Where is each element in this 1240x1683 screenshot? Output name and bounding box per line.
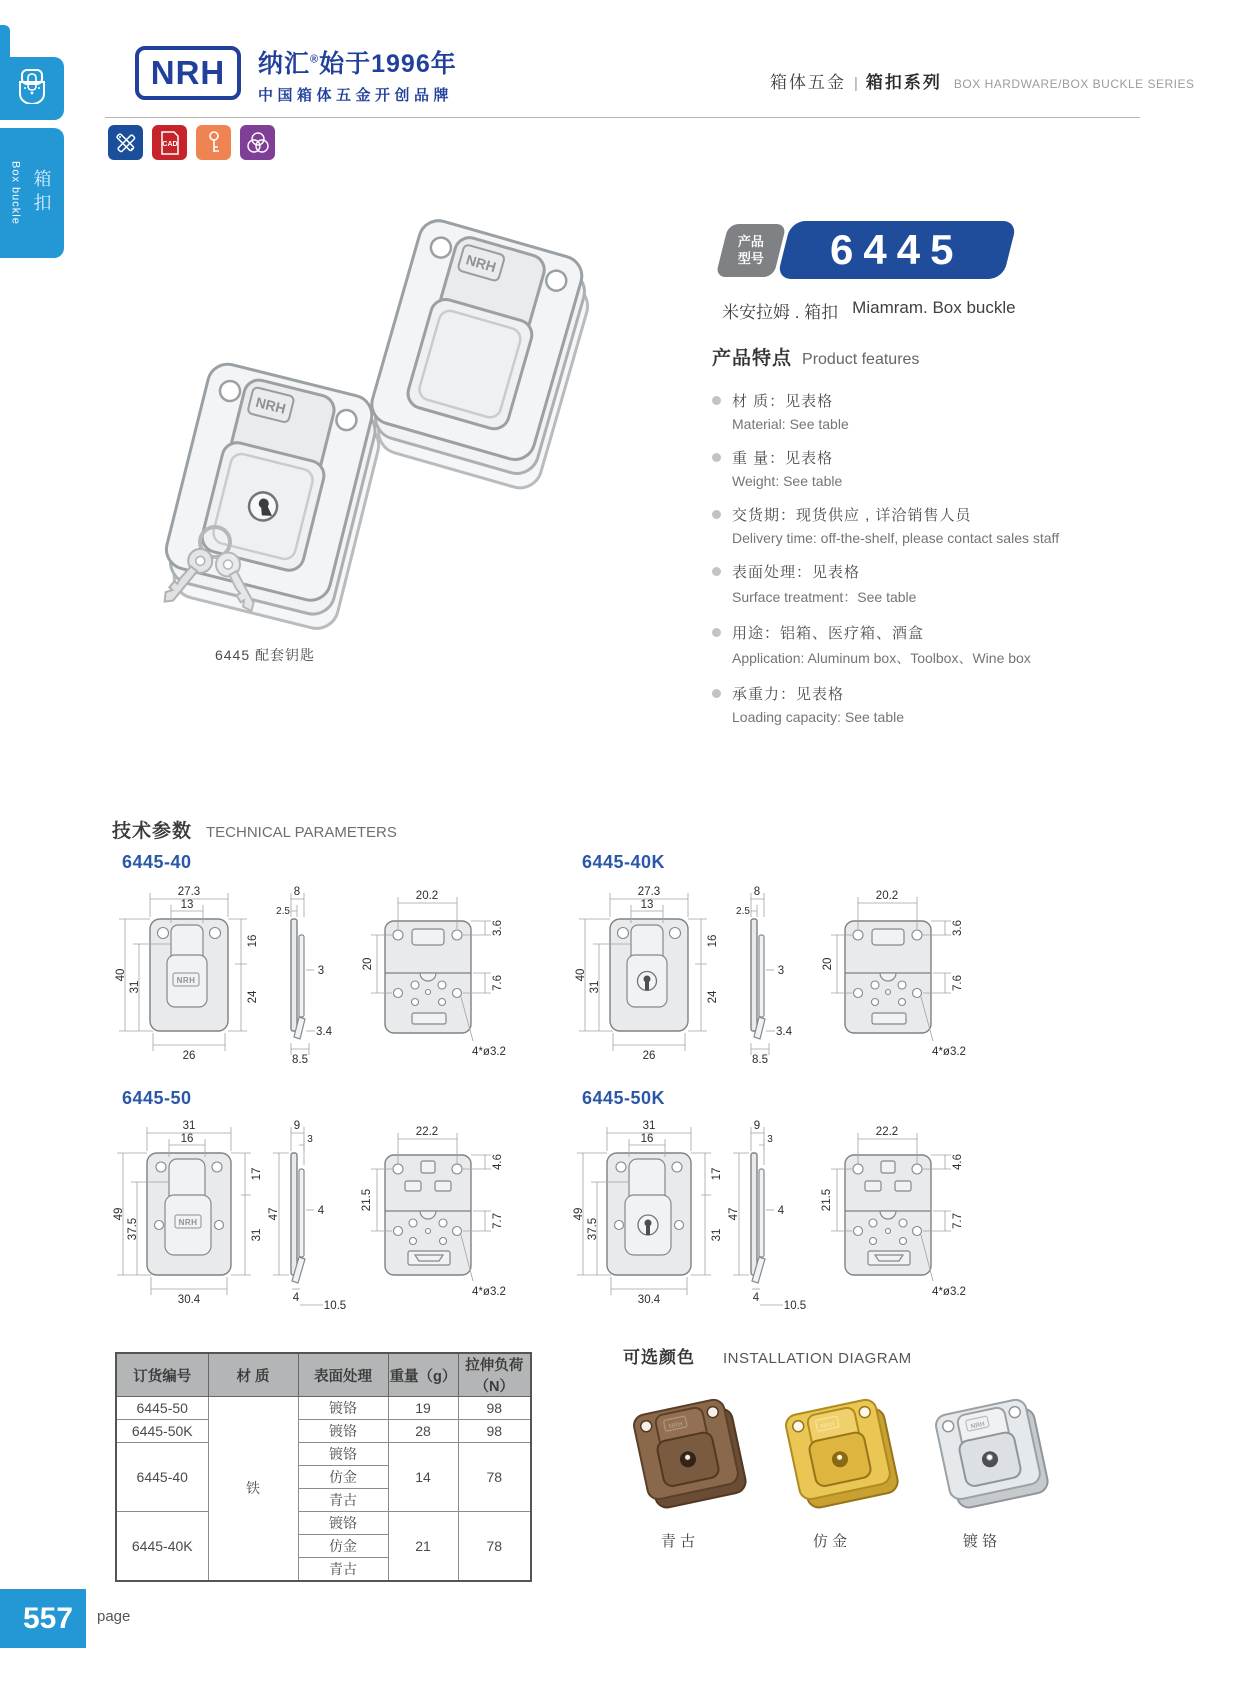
swatch-gold [760, 1395, 900, 1523]
svg-text:NRH: NRH [176, 976, 196, 985]
drawing-label: 6445-50K [582, 1088, 666, 1108]
swatch-bronze [608, 1395, 748, 1523]
cell-code: 6445-40 [116, 1443, 208, 1512]
svg-text:NRH: NRH [820, 1420, 836, 1431]
svg-text:21.5: 21.5 [361, 1188, 373, 1212]
col-surface: 表面处理 [298, 1353, 388, 1397]
swatch-chrome [910, 1395, 1050, 1523]
brand-block [258, 44, 457, 105]
drawing-6445-40K [555, 852, 985, 1073]
bullet-icon [712, 628, 721, 637]
sidebar-tab-box-buckle[interactable] [0, 128, 64, 258]
cell-finish: 镀铬 [298, 1512, 388, 1535]
swatch-label-gold: 仿 金 [812, 1533, 848, 1550]
svg-text:47: 47 [268, 1207, 280, 1221]
svg-text:31: 31 [642, 1120, 656, 1132]
svg-text:4.6: 4.6 [952, 1154, 964, 1170]
svg-text:49: 49 [113, 1207, 125, 1221]
svg-text:4*ø3.2: 4*ø3.2 [472, 1046, 506, 1058]
svg-text:NRH: NRH [970, 1420, 986, 1431]
photo-caption: 6445 配套钥匙 [214, 647, 316, 663]
svg-text:16: 16 [707, 934, 719, 948]
svg-text:37.5: 37.5 [587, 1217, 599, 1241]
latch-plain [360, 216, 600, 493]
svg-text:27.3: 27.3 [177, 886, 201, 898]
svg-text:8.5: 8.5 [752, 1054, 768, 1066]
svg-text:17: 17 [251, 1167, 263, 1181]
model-badge-number: 6445 [777, 221, 1017, 279]
svg-text:4: 4 [292, 1292, 300, 1304]
svg-text:31: 31 [129, 980, 141, 994]
table-row [116, 1397, 531, 1420]
svg-text:3.6: 3.6 [492, 920, 504, 936]
table-row [116, 1512, 531, 1535]
svg-text:CAD: CAD [161, 140, 178, 148]
swatch-label-bronze: 青 古 [660, 1533, 696, 1550]
color-rings-icon[interactable] [240, 125, 275, 160]
product-photo [105, 202, 635, 637]
svg-text:47: 47 [728, 1207, 740, 1221]
color-options-heading: 可选颜色 INSTALLATION DIAGRAM [623, 1348, 912, 1367]
svg-text:30.4: 30.4 [177, 1294, 201, 1306]
svg-text:10.5: 10.5 [783, 1300, 807, 1312]
svg-text:3.6: 3.6 [952, 920, 964, 936]
key-icon[interactable] [196, 125, 231, 160]
cell-finish: 镀铬 [298, 1443, 388, 1466]
svg-text:10.5: 10.5 [323, 1300, 347, 1312]
svg-text:3.4: 3.4 [776, 1026, 792, 1038]
features-heading-zh: 产品特点 [712, 348, 793, 369]
cell-load: 78 [458, 1443, 531, 1512]
svg-text:31: 31 [589, 980, 601, 994]
svg-text:3: 3 [767, 1134, 773, 1145]
table-row [116, 1443, 531, 1466]
svg-text:2.5: 2.5 [736, 906, 750, 917]
svg-text:7.7: 7.7 [492, 1213, 504, 1229]
svg-text:13: 13 [640, 899, 654, 911]
latch-keyed [156, 360, 390, 633]
svg-text:3: 3 [307, 1134, 313, 1145]
svg-text:9: 9 [753, 1120, 761, 1132]
cell-load: 78 [458, 1512, 531, 1581]
svg-text:NRH: NRH [254, 393, 288, 417]
buckle-icon [17, 68, 47, 109]
table-row [116, 1420, 531, 1443]
svg-text:20.2: 20.2 [415, 890, 439, 902]
svg-text:17: 17 [711, 1167, 723, 1181]
cad-icon[interactable] [152, 125, 187, 160]
svg-text:NRH: NRH [178, 1218, 198, 1227]
cell-weight: 19 [388, 1397, 458, 1420]
svg-text:24: 24 [707, 990, 719, 1004]
svg-text:26: 26 [182, 1050, 196, 1062]
svg-text:3: 3 [777, 965, 785, 977]
svg-text:8: 8 [293, 886, 301, 898]
brand-title: 纳汇®始于1996年 [258, 50, 457, 78]
svg-text:4: 4 [752, 1292, 760, 1304]
col-weight: 重量（g） [388, 1353, 458, 1397]
svg-text:NRH: NRH [668, 1420, 684, 1431]
svg-text:2.5: 2.5 [276, 906, 290, 917]
cell-finish: 青古 [298, 1489, 388, 1512]
order-table [115, 1352, 532, 1582]
product-features [712, 343, 1142, 740]
bullet-icon [712, 396, 721, 405]
drawing-label: 6445-50 [122, 1088, 192, 1108]
feature-item: 材 质：见表格 Material: See table [712, 390, 1142, 432]
svg-text:21.5: 21.5 [821, 1188, 833, 1212]
svg-text:16: 16 [247, 934, 259, 948]
cell-finish: 镀铬 [298, 1397, 388, 1420]
feature-item: 用途：铝箱、医疗箱、酒盒 Application: Aluminum box、Toolbox、Wine box [712, 622, 1142, 668]
svg-text:4: 4 [777, 1205, 785, 1217]
page-number-badge: 557 [0, 1589, 86, 1648]
bullet-icon [712, 453, 721, 462]
feature-item: 重 量：见表格 Weight: See table [712, 447, 1142, 489]
svg-text:40: 40 [575, 968, 587, 982]
sidebar-label-en: Box buckle [9, 161, 22, 225]
col-material: 材 质 [208, 1353, 298, 1397]
cell-finish: 青古 [298, 1558, 388, 1581]
cell-code: 6445-40K [116, 1512, 208, 1581]
svg-text:16: 16 [640, 1133, 654, 1145]
cell-load: 98 [458, 1420, 531, 1443]
svg-text:49: 49 [573, 1207, 585, 1221]
drawing-label: 6445-40K [582, 852, 666, 872]
sidebar-label-zh: 箱扣 [31, 169, 52, 217]
features-heading-en: Product features [802, 351, 920, 368]
cell-code: 6445-50K [116, 1420, 208, 1443]
drawing-6445-40 [95, 852, 525, 1073]
tech-params-heading: 技术参数 TECHNICAL PARAMETERS [112, 821, 397, 842]
bullet-icon [712, 510, 721, 519]
feature-item: 交货期：现货供应 , 详洽销售人员 Delivery time: off-the-shelf, please contact sales staff [712, 504, 1142, 546]
svg-text:20: 20 [822, 957, 834, 971]
cell-finish: 仿金 [298, 1535, 388, 1558]
svg-text:22.2: 22.2 [415, 1126, 439, 1138]
series-title: 箱体五金 | 箱扣系列 BOX HARDWARE/BOX BUCKLE SERIES [770, 73, 1195, 92]
drawing-label: 6445-40 [122, 852, 192, 872]
swatch-label-chrome: 镀 铬 [962, 1533, 998, 1550]
svg-text:37.5: 37.5 [127, 1217, 139, 1241]
svg-text:7.7: 7.7 [952, 1213, 964, 1229]
svg-text:4: 4 [317, 1205, 325, 1217]
svg-text:3: 3 [317, 965, 325, 977]
col-load: 拉伸负荷（N） [458, 1353, 531, 1397]
svg-text:8.5: 8.5 [292, 1054, 308, 1066]
cell-weight: 14 [388, 1443, 458, 1512]
drawing-6445-50K [555, 1088, 985, 1324]
svg-text:26: 26 [642, 1050, 656, 1062]
svg-text:20.2: 20.2 [875, 890, 899, 902]
feature-icon-row [108, 125, 275, 160]
cell-code: 6445-50 [116, 1397, 208, 1420]
col-order-code: 订货编号 [116, 1353, 208, 1397]
svg-text:24: 24 [247, 990, 259, 1004]
model-badge-label: 产品 型号 [715, 224, 786, 277]
design-tools-icon[interactable] [108, 125, 143, 160]
svg-text:7.6: 7.6 [492, 975, 504, 991]
cell-finish: 仿金 [298, 1466, 388, 1489]
svg-text:22.2: 22.2 [875, 1126, 899, 1138]
sidebar-tab-buckle-icon[interactable] [0, 57, 64, 120]
cell-weight: 21 [388, 1512, 458, 1581]
feature-item: 表面处理：见表格 Surface treatment：See table [712, 561, 1142, 607]
cell-weight: 28 [388, 1420, 458, 1443]
svg-text:4*ø3.2: 4*ø3.2 [472, 1286, 506, 1298]
svg-text:9: 9 [293, 1120, 301, 1132]
svg-text:31: 31 [711, 1228, 723, 1242]
svg-text:NRH: NRH [464, 251, 498, 276]
svg-text:4*ø3.2: 4*ø3.2 [932, 1046, 966, 1058]
nrh-logo: NRH [135, 46, 241, 100]
svg-text:31: 31 [251, 1228, 263, 1242]
feature-item: 承重力：见表格 Loading capacity: See table [712, 683, 1142, 725]
product-subtitle: 米安拉姆 . 箱扣 Miamram. Box buckle [722, 298, 1016, 322]
svg-text:31: 31 [182, 1120, 196, 1132]
svg-text:7.6: 7.6 [952, 975, 964, 991]
cell-finish: 镀铬 [298, 1420, 388, 1443]
svg-text:40: 40 [115, 968, 127, 982]
svg-text:16: 16 [180, 1133, 194, 1145]
bullet-icon [712, 689, 721, 698]
svg-text:4.6: 4.6 [492, 1154, 504, 1170]
cell-load: 98 [458, 1397, 531, 1420]
svg-text:30.4: 30.4 [637, 1294, 661, 1306]
brand-tagline: 中国箱体五金开创品牌 [258, 87, 454, 104]
svg-text:3.4: 3.4 [316, 1026, 332, 1038]
svg-text:13: 13 [180, 899, 194, 911]
drawing-6445-50 [95, 1088, 525, 1324]
header-divider [105, 117, 1140, 118]
bullet-icon [712, 567, 721, 576]
svg-text:8: 8 [753, 886, 761, 898]
svg-text:4*ø3.2: 4*ø3.2 [932, 1286, 966, 1298]
cell-material: 铁 [208, 1397, 298, 1581]
page-word: page [97, 1608, 131, 1625]
svg-text:20: 20 [362, 957, 374, 971]
svg-text:27.3: 27.3 [637, 886, 661, 898]
